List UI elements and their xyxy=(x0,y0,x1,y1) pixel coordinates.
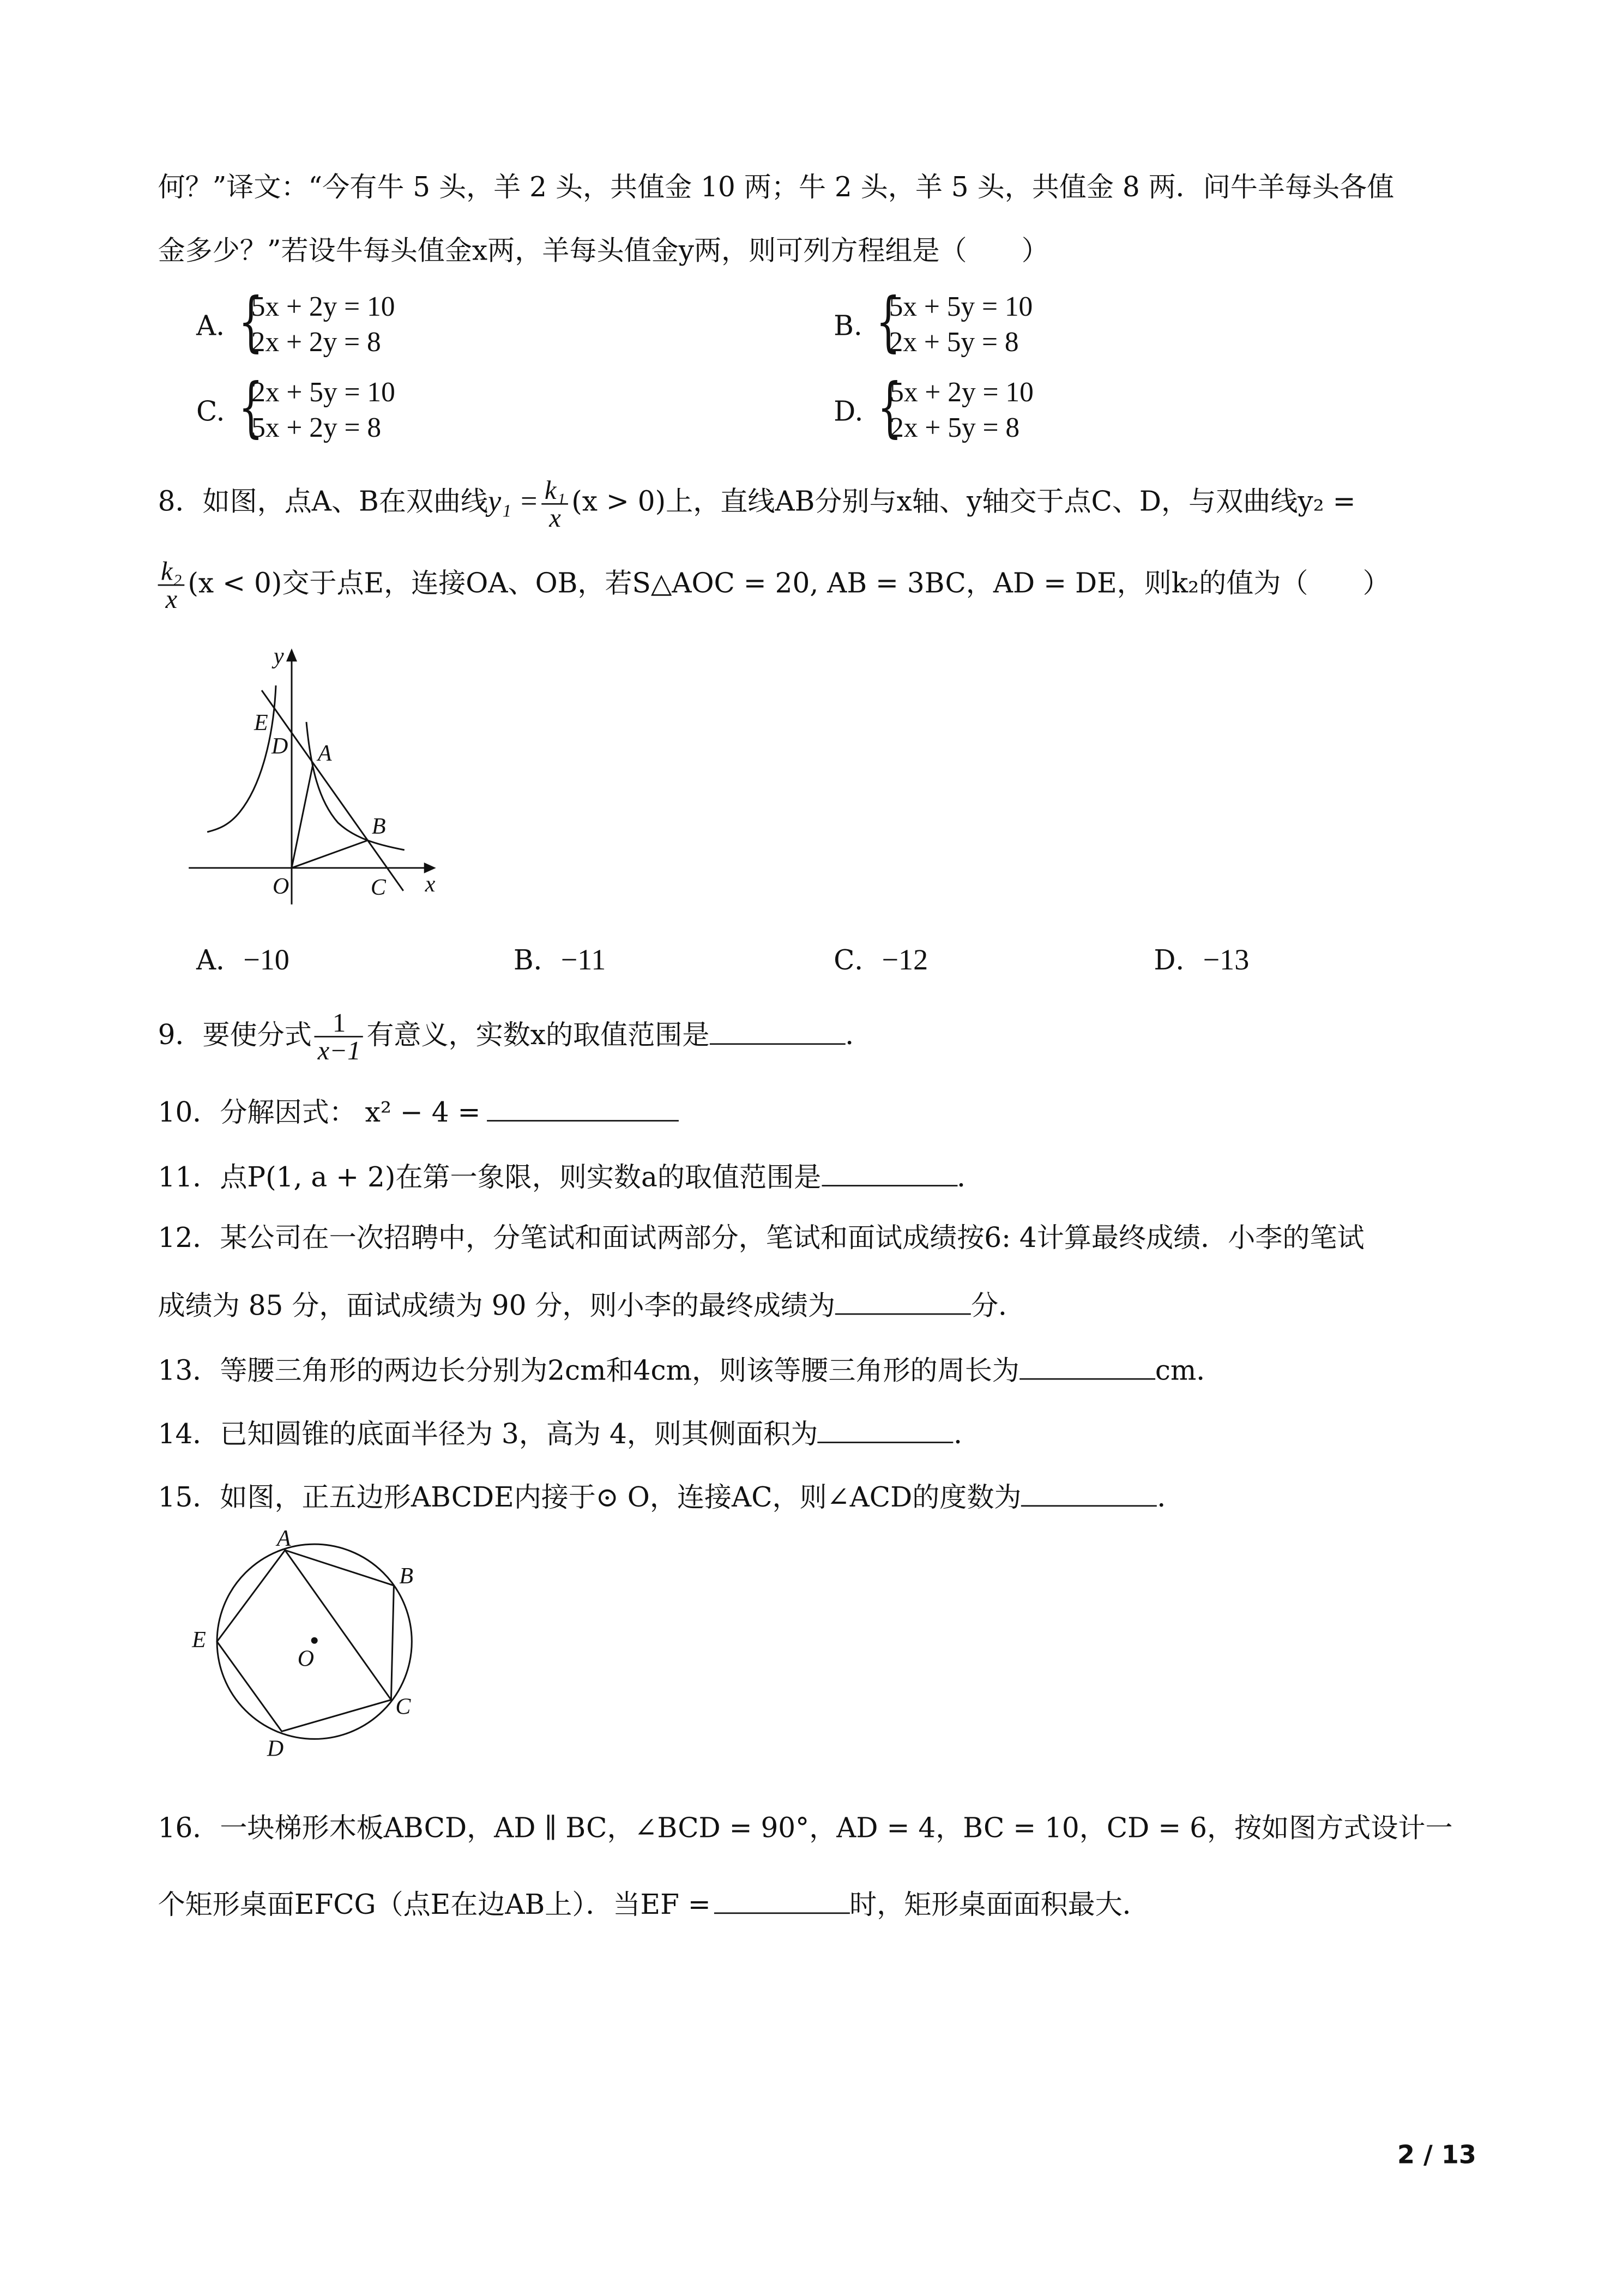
q9-text xyxy=(158,1009,873,1064)
segment-ac xyxy=(285,1550,391,1700)
page-number: 2 / 13 xyxy=(1397,2141,1476,2171)
text: 8．如图，点A、B在双曲线 xyxy=(158,487,488,518)
fraction xyxy=(158,558,185,612)
q10-text xyxy=(158,1093,679,1131)
label-d: D xyxy=(267,1736,284,1762)
q15-pentagon-figure xyxy=(180,1521,441,1778)
pentagon-abcde xyxy=(217,1550,394,1731)
q8-option-c xyxy=(834,943,928,980)
text: 个矩形桌面EFCG（点E在边AB上）．当EF = xyxy=(158,1890,711,1921)
label-x: x xyxy=(425,871,436,897)
option-label: B． xyxy=(513,945,561,977)
q8-option-a xyxy=(196,943,289,980)
hyperbola-y2 xyxy=(207,685,276,832)
label-b: B xyxy=(371,813,386,839)
fraction xyxy=(541,476,568,531)
text: ． xyxy=(1157,1483,1185,1514)
math: y₁ = xyxy=(488,485,539,518)
equation-system xyxy=(233,291,395,361)
answer-blank[interactable] xyxy=(709,1016,845,1044)
equation: 2x + 5y = 8 xyxy=(889,327,1019,359)
text: 成绩为 85 分，面试成绩为 90 分，则小李的最终成绩为 xyxy=(158,1291,836,1322)
q7-option-c xyxy=(196,376,395,447)
answer-blank[interactable] xyxy=(714,1886,849,1914)
option-label: C. xyxy=(196,396,225,427)
numerator: k₁ xyxy=(541,476,568,504)
label-a: A xyxy=(317,741,332,767)
equation: { 5x + 2y = 10 xyxy=(890,377,1034,409)
q8-text-line1 xyxy=(158,475,1356,530)
q13-text xyxy=(158,1352,1224,1390)
equation-system xyxy=(872,376,1034,447)
label-c: C xyxy=(395,1694,411,1720)
segment-ob xyxy=(292,841,367,868)
text: 14．已知圆锥的底面半径为 3，高为 4，则其侧面积为 xyxy=(158,1419,818,1451)
q8-option-b xyxy=(514,943,606,980)
q7-option-a xyxy=(196,291,395,361)
fraction xyxy=(315,1009,364,1064)
equation: { 5x + 2y = 10 xyxy=(251,292,395,323)
text: 时，矩形桌面面积最大． xyxy=(849,1890,1150,1921)
line-ab xyxy=(262,690,403,891)
label-y: y xyxy=(274,644,284,670)
label-a: A xyxy=(276,1526,291,1552)
text: 13．等腰三角形的两边长分别为2cm和4cm，则该等腰三角形的周长为 xyxy=(158,1356,1019,1388)
option-label: D. xyxy=(834,396,864,427)
label-e: E xyxy=(254,710,268,736)
option-label: A. xyxy=(196,310,225,342)
q12-text-line1: 12．某公司在一次招聘中，分笔试和面试两部分，笔试和面试成绩按6: 4计算最终成绩．小李的笔试 xyxy=(158,1223,1365,1255)
equation: 2x + 5y = 8 xyxy=(890,413,1020,444)
q11-text xyxy=(158,1159,985,1197)
option-value: −11 xyxy=(560,944,606,977)
equation-system xyxy=(871,291,1033,361)
text: 10．分解因式： x² − 4 = xyxy=(158,1098,481,1129)
equation-system xyxy=(234,376,395,447)
q7-text-line2: 金多少？”若设牛每头值金x两，羊每头值金y两，则可列方程组是（ ） xyxy=(158,236,1049,267)
text: (x > 0)上，直线AB分别与x轴、y轴交于点C、D，与双曲线y₂ = xyxy=(571,487,1356,518)
equation: 2x + 2y = 8 xyxy=(251,327,381,359)
y-axis-arrow-icon xyxy=(286,648,297,661)
denominator: x xyxy=(549,502,561,532)
q16-text-line1: 16．一块梯形木板ABCD，AD ∥ BC，∠BCD = 90°，AD = 4，BC = 10，CD = 6，按如图方式设计一 xyxy=(158,1813,1453,1845)
denominator: x−1 xyxy=(317,1035,361,1066)
numerator: k₂ xyxy=(158,558,185,586)
numerator: 1 xyxy=(315,1009,364,1037)
text: 9．要使分式 xyxy=(158,1020,312,1052)
denominator: x xyxy=(165,584,178,614)
q8-hyperbola-figure xyxy=(180,637,550,921)
q8-text-line2 xyxy=(158,558,1390,612)
option-label: D． xyxy=(1154,945,1203,977)
label-e: E xyxy=(192,1627,206,1653)
q7-option-b xyxy=(834,291,1033,361)
label-o: O xyxy=(297,1646,315,1672)
label-d: D xyxy=(271,734,288,760)
q15-text xyxy=(158,1479,1185,1517)
label-c: C xyxy=(370,875,386,900)
text: 分． xyxy=(971,1291,1026,1322)
text: (x < 0)交于点E，连接OA、OB，若S△AOC = 20, AB = 3BC，AD = DE，则k₂的值为（ ） xyxy=(188,569,1390,600)
text: 15．如图，正五边形ABCDE内接于⊙ O，连接AC，则∠ACD的度数为 xyxy=(158,1483,1022,1514)
q14-text xyxy=(158,1415,981,1453)
answer-blank[interactable] xyxy=(818,1415,954,1443)
equation: { 5x + 5y = 10 xyxy=(889,292,1033,323)
option-label: A． xyxy=(196,945,244,977)
equation: { 2x + 5y = 10 xyxy=(251,377,395,409)
text: 11．点P(1, a + 2)在第一象限，则实数a的取值范围是 xyxy=(158,1162,822,1194)
answer-blank[interactable] xyxy=(486,1093,678,1121)
q8-option-d xyxy=(1154,943,1249,980)
answer-blank[interactable] xyxy=(821,1159,957,1186)
center-dot-icon xyxy=(311,1637,318,1644)
q16-text-line2 xyxy=(158,1886,1150,1924)
answer-blank[interactable] xyxy=(1022,1479,1157,1506)
label-o: O xyxy=(273,873,289,899)
segment-oa xyxy=(292,764,313,868)
q12-text-line2 xyxy=(158,1287,1026,1325)
text: ． xyxy=(957,1162,985,1194)
option-value: −12 xyxy=(882,944,928,977)
q7-text-line1: 何？”译文：“今有牛 5 头，羊 2 头，共值金 10 两；牛 2 头，羊 5 头，共值金 8 两．问牛羊每头各值 xyxy=(158,172,1395,204)
text: ． xyxy=(954,1419,981,1451)
label-b: B xyxy=(399,1564,413,1589)
answer-blank[interactable] xyxy=(835,1287,971,1315)
option-value: −10 xyxy=(243,944,289,977)
option-label: C． xyxy=(834,945,882,977)
option-label: B. xyxy=(834,310,862,342)
text: cm． xyxy=(1155,1356,1224,1388)
answer-blank[interactable] xyxy=(1019,1352,1155,1379)
option-value: −13 xyxy=(1203,944,1250,977)
q7-option-d xyxy=(834,376,1034,447)
equation: 5x + 2y = 8 xyxy=(251,413,382,444)
text: 有意义，实数x的取值范围是 xyxy=(366,1020,710,1052)
text: ． xyxy=(845,1020,873,1052)
